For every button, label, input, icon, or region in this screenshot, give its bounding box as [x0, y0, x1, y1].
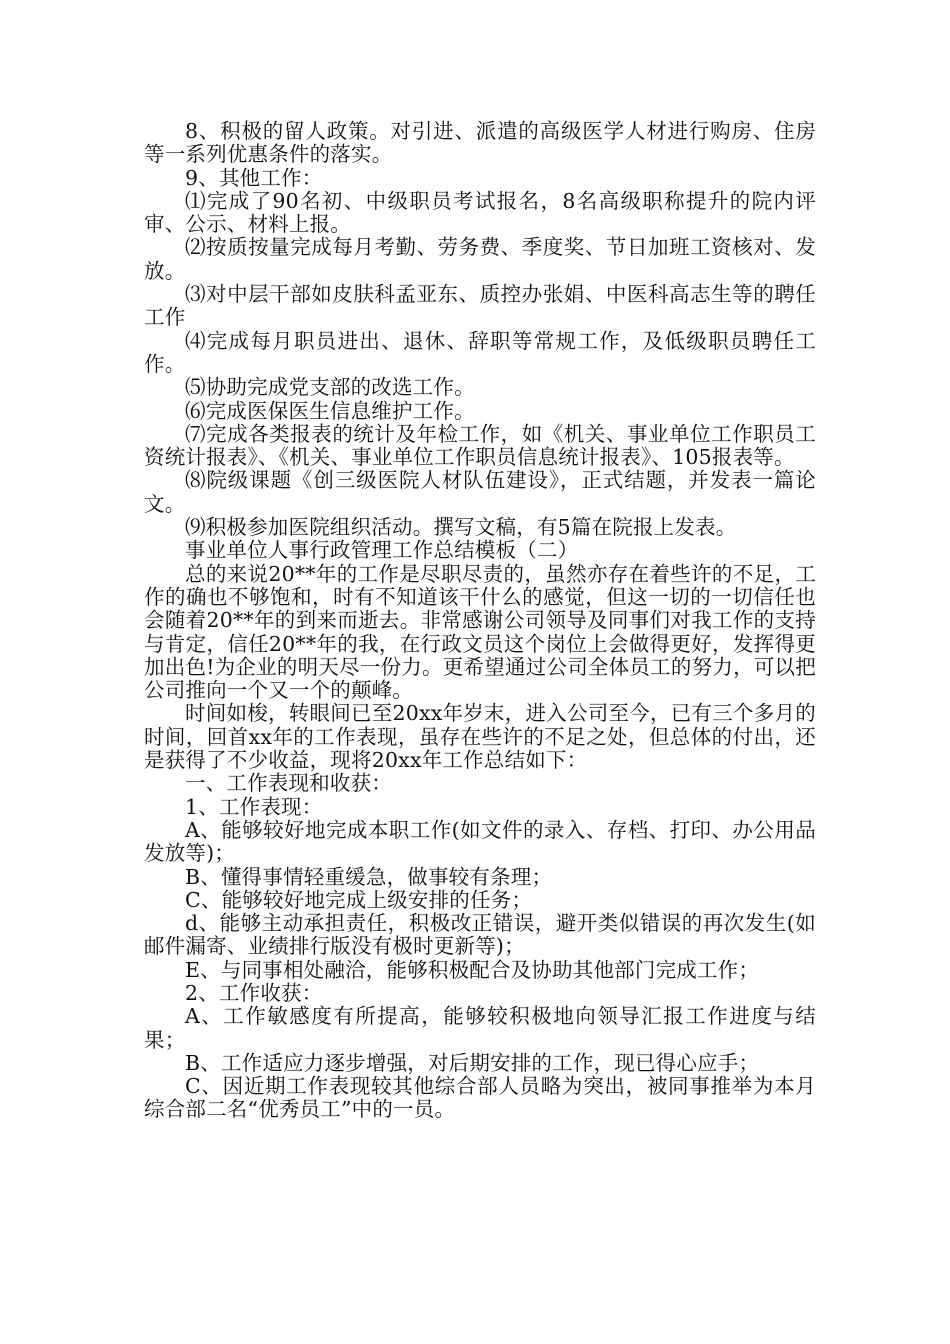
paragraph: 时间如梭，转眼间已至20xx年岁末，进入公司至今，已有三个多月的时间，回首xx年的工作表现，虽存在些许的不足之处，但总体的付出，还是获得了不少收益，现将20xx年工作总结如下：: [144, 701, 816, 773]
paragraph: 一、工作表现和收获：: [185, 771, 392, 796]
paragraph: 8、积极的留人政策。对引进、派遣的高级医学人材进行购房、住房等一系列优惠条件的落实。: [144, 119, 816, 167]
paragraph: 1、工作表现：: [185, 794, 323, 819]
paragraph: ⑹完成医保医生信息维护工作。: [185, 398, 475, 423]
paragraph: C、因近期工作表现较其他综合部人员略为突出，被同事推举为本月综合部二名“优秀员工”中的一员。: [144, 1074, 816, 1122]
paragraph: ⑶对中层干部如皮肤科孟亚东、质控办张娟、中医科高志生等的聘任工作: [144, 282, 816, 330]
paragraph: C、能够较好地完成上级安排的任务；: [185, 887, 533, 912]
paragraph: B、工作适应力逐步增强，对后期安排的工作，现已得心应手；: [185, 1050, 760, 1075]
paragraph: ⑻院级课题《创三级医院人材队伍建设》，正式结题，并发表一篇论文。: [144, 468, 816, 516]
section-heading: 事业单位人事行政管理工作总结模板（二）: [185, 538, 579, 563]
paragraph: ⑼积极参加医院组织活动。撰写文稿，有5篇在院报上发表。: [185, 515, 737, 540]
paragraph: ⑵按质按量完成每月考勤、劳务费、季度奖、节日加班工资核对、发放。: [144, 235, 816, 283]
paragraph: ⑸协助完成党支部的改选工作。: [185, 375, 475, 400]
paragraph: ⑺完成各类报表的统计及年检工作，如《机关、事业单位工作职员工资统计报表》、《机关、事业单位工作职员信息统计报表》、105报表等。: [144, 421, 816, 470]
paragraph: ⑴完成了90名初、中级职员考试报名，8名高级职称提升的院内评审、公示、材料上报。: [144, 188, 816, 237]
paragraph: d、能够主动承担责任，积极改正错误，避开类似错误的再次发生(如邮件漏寄、业绩排行版没有极时更新等)；: [144, 911, 816, 959]
paragraph: ⑷完成每月职员进出、退休、辞职等常规工作，及低级职员聘任工作。: [144, 328, 816, 376]
paragraph: 总的来说20**年的工作是尽职尽责的，虽然亦存在着些许的不足，工作的确也不够饱和，时有不知道该干什么的感觉，但这一切的一切信任也会随着20**年的到来而逝去。非常感谢公司领导及同事们对我工作的支持与肯定，信任20**年的我，在行政文员这个岗位上会做得更好，发挥得更加出色!为企业的明天尽一份力。更希望通过公司全体员工的努力，可以把公司推向一个又一个的颠峰。: [144, 561, 816, 703]
paragraph: B、懂得事情轻重缓急，做事较有条理；: [185, 864, 553, 889]
paragraph: 2、工作收获：: [185, 980, 323, 1005]
document-body: [144, 120, 816, 1122]
paragraph: 9、其他工作：: [185, 165, 323, 190]
paragraph: A、能够较好地完成本职工作(如文件的录入、存档、打印、办公用品发放等)；: [144, 817, 816, 866]
paragraph: E、与同事相处融洽，能够积极配合及协助其他部门完成工作；: [185, 957, 760, 982]
paragraph: A、工作敏感度有所提高，能够较积极地向领导汇报工作进度与结果；: [144, 1004, 816, 1052]
